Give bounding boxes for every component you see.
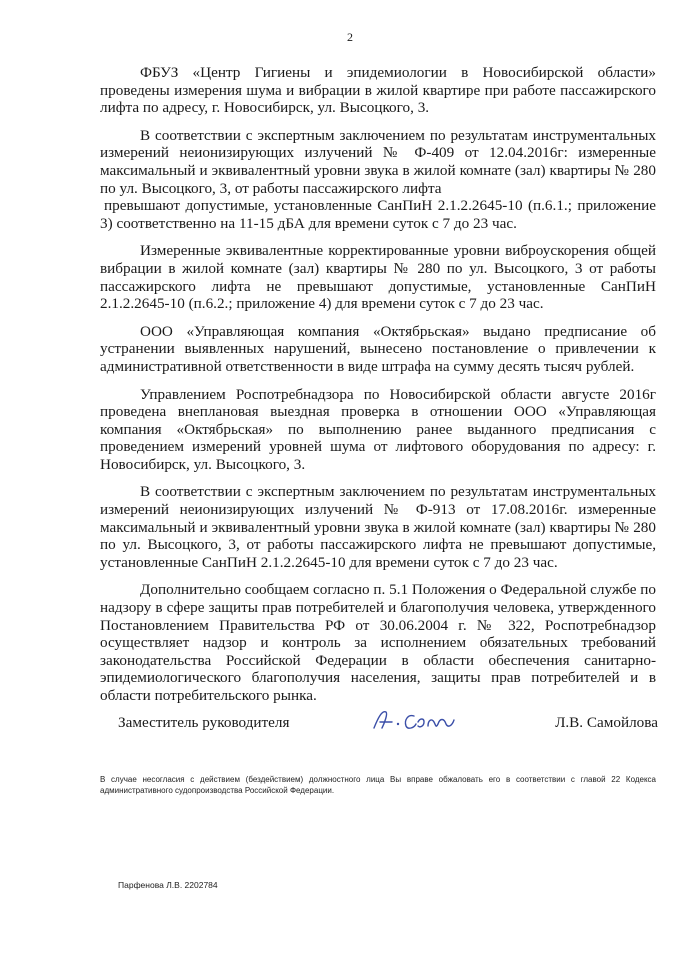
handwritten-signature-image [366, 704, 466, 736]
letter-body [100, 64, 656, 705]
paragraph: В соответствии с экспертным заключением по результатам инструментальных измерений неионизирующих излучений № Ф-913 от 17.08.2016г. измеренные максимальный и эквивалентный уровни звука в жилой комнате (зал) квартиры № 280 по ул. Высоцкого, 3, от работы пассажирского лифта не превышают допустимые, установленные СанПиН 2.1.2.2645-10 для времени суток с 7 до 23 час. [100, 483, 656, 571]
paragraph: В соответствии с экспертным заключением по результатам инструментальных измерений неионизирующих излучений № Ф-409 от 12.04.2016г: измеренные максимальный и эквивалентный уровни звука в жилой комнате (зал) квартиры № 280 по ул. Высоцкого, 3, от работы пассажирского лифта [100, 126, 656, 197]
page-number: 2 [347, 30, 353, 44]
paragraph: превышают допустимые, установленные СанПиН 2.1.2.2645-10 (п.6.1.; приложение 3) соответственно на 11-15 дБА для времени суток с 7 до 23 час. [100, 197, 656, 232]
paragraph: ООО «Управляющая компания «Октябрьская» выдано предписание об устранении выявленных нарушений, вынесено постановление о привлечении к административной ответственности в виде штрафа на сумму десять тысяч рублей. [100, 322, 656, 375]
signer-title: Заместитель руководителя [118, 714, 290, 731]
paragraph: Управлением Роспотребнадзора по Новосибирской области августе 2016г проведена внеплановая выездная проверка в отношении ООО «Управляющая компания «Октябрьская» по выполнению ранее выданного предписания с проведением измерений уровней шума от лифтового оборудования по адресу: г. Новосибирск, ул. Высоцкого, 3. [100, 385, 656, 473]
executor-info: Парфенова Л.В. 2202784 [118, 880, 218, 890]
paragraph: Дополнительно сообщаем согласно п. 5.1 Положения о Федеральной службе по надзору в сфере защиты прав потребителей и благополучия человека, утвержденного Постановлением Правительства РФ от 30.06.2004 г. № 322, Роспотребнадзор осуществляет надзор и контроль за исполнением обязательных требований законодательства Российской Федерации в области обеспечения санитарно-эпидемиологического благополучия населения, защиты прав потребителей и в области потребительского рынка. [100, 581, 656, 704]
paragraph: ФБУЗ «Центр Гигиены и эпидемиологии в Новосибирской области» проведены измерения шума и вибрации в жилой квартире при работе пассажирского лифта по адресу, г. Новосибирск, ул. Высоцкого, 3. [100, 64, 656, 117]
paragraph: Измеренные эквивалентные корректированные уровни виброускорения общей вибрации в жилой комнате (зал) квартиры № 280 по ул. Высоцкого, 3 от работы пассажирского лифта не превышают допустимые, установленные СанПиН 2.1.2.2645-10 (п.6.2.; приложение 4) для времени суток с 7 до 23 час. [100, 242, 656, 313]
signer-name: Л.В. Самойлова [555, 714, 658, 731]
signature-block [118, 710, 658, 740]
footnote: В случае несогласия с действием (бездействием) должностного лица Вы вправе обжаловать его в соответствии с главой 22 Кодекса административного судопроизводства Российской Федерации. [100, 775, 656, 795]
